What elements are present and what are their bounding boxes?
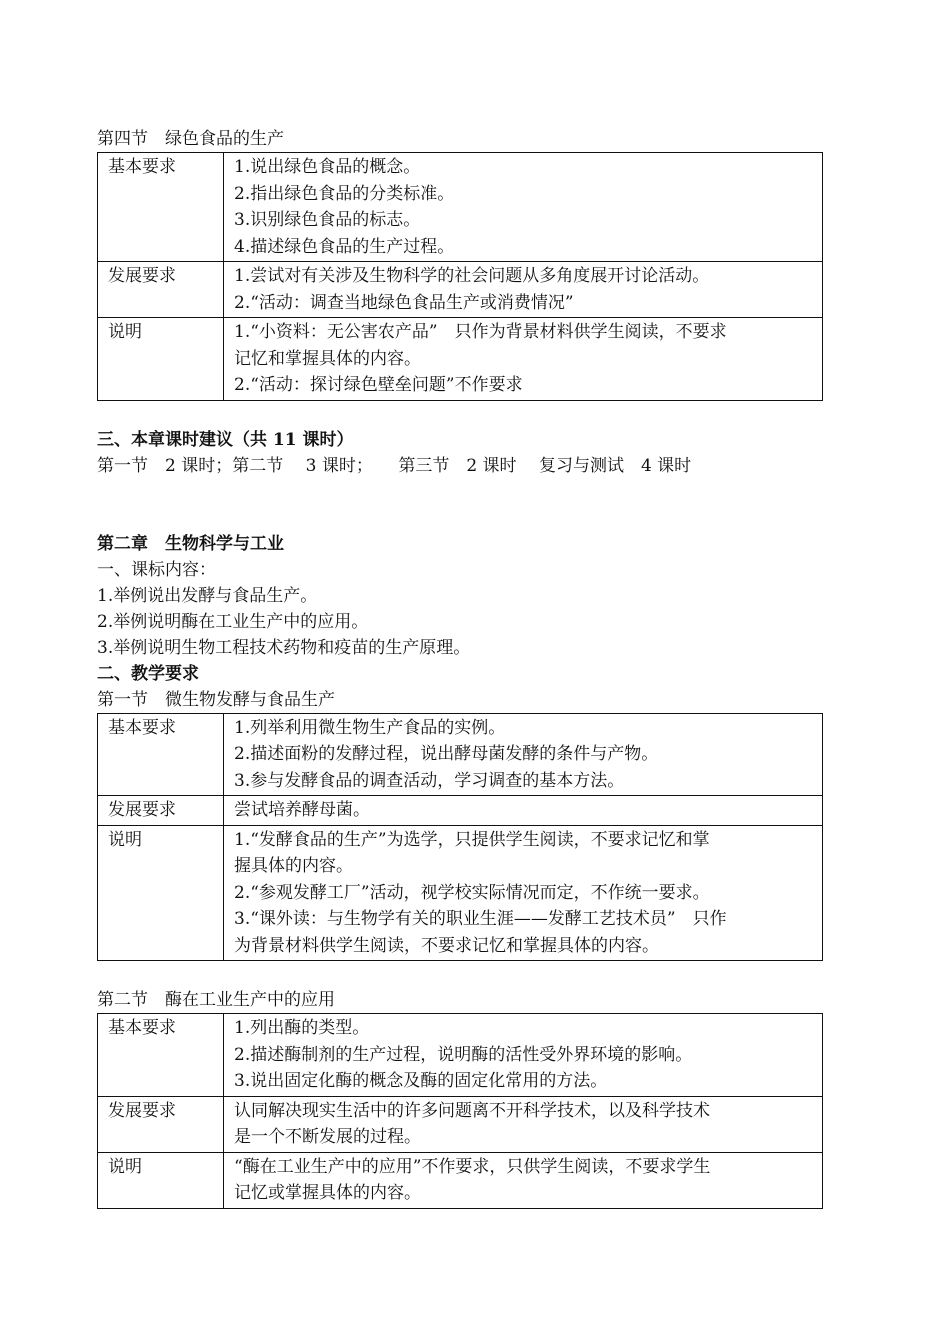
- content-line: 1.“发酵食品的生产”为选学，只提供学生阅读，不要求记忆和掌: [234, 829, 710, 850]
- content-line: 1.“小资料：无公害农产品” 只作为背景材料供学生阅读，不要求: [234, 322, 727, 342]
- table-row: [98, 1014, 823, 1097]
- content-line: 1.说出绿色食品的概念。: [234, 157, 421, 177]
- hours-heading: 三、本章课时建议（共 11 课时）: [97, 429, 354, 450]
- content-line: 是一个不断发展的过程。: [234, 1127, 421, 1147]
- row-label: 说明: [98, 825, 224, 961]
- row-content: [224, 1152, 823, 1208]
- table-row: [98, 1152, 823, 1208]
- content-line: 3.参与发酵食品的调查活动，学习调查的基本方法。: [234, 770, 625, 791]
- content-line: 认同解决现实生活中的许多问题离不开科学技术，以及科学技术: [234, 1100, 710, 1121]
- content-line: 1.列举利用微生物生产食品的实例。: [234, 717, 506, 738]
- standard-item: 2.举例说明酶在工业生产中的应用。: [97, 611, 369, 632]
- row-label: 发展要求: [98, 796, 224, 826]
- content-line: 3.说出固定化酶的概念及酶的固定化常用的方法。: [234, 1071, 608, 1091]
- row-label: 说明: [98, 1152, 224, 1208]
- row-label: 说明: [98, 318, 224, 401]
- content-line: 1.列出酶的类型。: [234, 1018, 370, 1038]
- table-row: [98, 318, 823, 401]
- table-row: [98, 1096, 823, 1152]
- row-label: 基本要求: [98, 1014, 224, 1097]
- content-line: 记忆和掌握具体的内容。: [234, 348, 421, 369]
- requirements-heading: 二、教学要求: [97, 663, 199, 684]
- table-row: [98, 796, 823, 826]
- hours-line: 第一节 2 课时；第二节 3 课时； 第三节 2 课时 复习与测试 4 课时: [97, 455, 692, 476]
- requirements-table: [97, 152, 823, 401]
- row-content: [224, 1096, 823, 1152]
- content-line: 2.“活动：探讨绿色壁垒问题”不作要求: [234, 375, 523, 395]
- section-title: 第二节 酶在工业生产中的应用: [97, 990, 335, 1010]
- table-row: [98, 713, 823, 796]
- row-content: [224, 796, 823, 826]
- table-row: [98, 825, 823, 961]
- row-content: [224, 153, 823, 262]
- table-row: [98, 262, 823, 318]
- row-label: 基本要求: [98, 713, 224, 796]
- row-label: 发展要求: [98, 1096, 224, 1152]
- row-content: [224, 713, 823, 796]
- standard-item: 1.举例说出发酵与食品生产。: [97, 585, 318, 606]
- standards-heading: 一、课标内容：: [97, 559, 216, 580]
- section-title: 第一节 微生物发酵与食品生产: [97, 689, 335, 710]
- standard-item: 3.举例说明生物工程技术药物和疫苗的生产原理。: [97, 637, 471, 658]
- content-line: 2.“活动：调查当地绿色食品生产或消费情况”: [234, 292, 574, 313]
- content-line: 握具体的内容。: [234, 856, 353, 876]
- requirements-table: [97, 713, 823, 962]
- content-line: 2.指出绿色食品的分类标准。: [234, 183, 455, 204]
- content-line: “酶在工业生产中的应用”不作要求，只供学生阅读，不要求学生: [234, 1156, 711, 1177]
- row-content: [224, 825, 823, 961]
- content-line: 3.“课外读：与生物学有关的职业生涯——发酵工艺技术员” 只作: [234, 909, 727, 929]
- content-line: 3.识别绿色食品的标志。: [234, 210, 421, 230]
- table-row: [98, 153, 823, 262]
- content-line: 4.描述绿色食品的生产过程。: [234, 236, 455, 257]
- content-line: 尝试培养酵母菌。: [234, 800, 370, 820]
- content-line: 1.尝试对有关涉及生物科学的社会问题从多角度展开讨论活动。: [234, 266, 710, 286]
- content-line: 2.描述面粉的发酵过程，说出酵母菌发酵的条件与产物。: [234, 744, 659, 764]
- content-line: 记忆或掌握具体的内容。: [234, 1183, 421, 1203]
- content-line: 2.“参观发酵工厂”活动，视学校实际情况而定，不作统一要求。: [234, 882, 710, 903]
- section-title: 第四节 绿色食品的生产: [97, 129, 284, 149]
- row-content: [224, 262, 823, 318]
- document-page: [97, 126, 823, 1209]
- content-line: 为背景材料供学生阅读，不要求记忆和掌握具体的内容。: [234, 935, 659, 956]
- chapter-title: 第二章 生物科学与工业: [97, 533, 284, 554]
- row-label: 基本要求: [98, 153, 224, 262]
- row-content: [224, 1014, 823, 1097]
- requirements-table: [97, 1013, 823, 1209]
- row-content: [224, 318, 823, 401]
- row-label: 发展要求: [98, 262, 224, 318]
- content-line: 2.描述酶制剂的生产过程，说明酶的活性受外界环境的影响。: [234, 1044, 693, 1065]
